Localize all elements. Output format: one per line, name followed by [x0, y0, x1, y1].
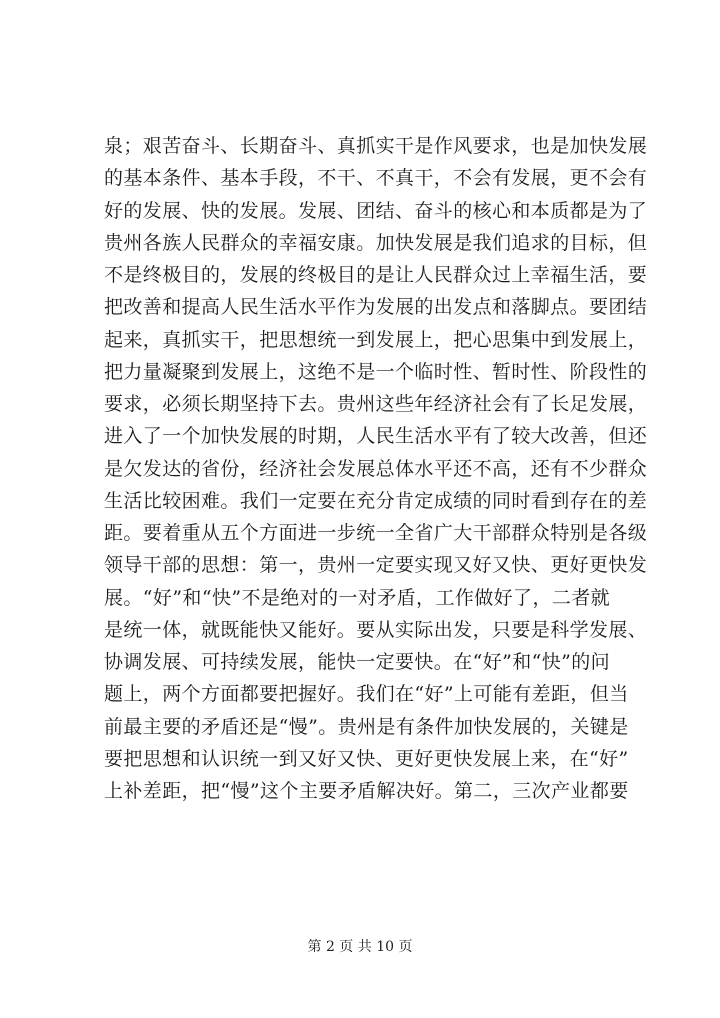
text-line: 把改善和提高人民生活水平作为发展的出发点和落脚点。要团结 [104, 296, 648, 319]
text-line: 起来，真抓实干，把思想统一到发展上，把心思集中到发展上， [104, 328, 648, 351]
text-line: 协调发展、可持续发展，能快一定要快。在“好”和“快”的问 [104, 651, 611, 673]
page-number: 第 2 页 共 10 页 [307, 939, 413, 955]
body-paragraph [104, 130, 648, 807]
page-footer [0, 937, 720, 957]
text-line: 领导干部的思想：第一，贵州一定要实现又好又快、更好更快发 [104, 554, 648, 577]
text-line: 要把思想和认识统一到又好又快、更好更快发展上来，在“好” [104, 747, 629, 770]
text-line: 题上，两个方面都要把握好。我们在“好”上可能有差距，但当 [104, 683, 629, 706]
text-line: 把力量凝聚到发展上，这绝不是一个临时性、暂时性、阶段性的 [104, 360, 648, 383]
text-line: 是统一体，就既能快又能好。要从实际出发，只要是科学发展、 [104, 618, 648, 641]
text-line: 是欠发达的省份，经济社会发展总体水平还不高，还有不少群众 [104, 457, 648, 480]
text-line: 贵州各族人民群众的幸福安康。加快发展是我们追求的目标，但 [104, 231, 648, 254]
text-line: 生活比较困难。我们一定要在充分肯定成绩的同时看到存在的差 [104, 489, 648, 512]
text-line: 的基本条件、基本手段，不干、不真干，不会有发展，更不会有 [104, 167, 648, 190]
text-line: 要求，必须长期坚持下去。贵州这些年经济社会有了长足发展， [104, 393, 648, 415]
text-line: 进入了一个加快发展的时期，人民生活水平有了较大改善，但还 [104, 425, 648, 448]
text-line: 不是终极目的，发展的终极目的是让人民群众过上幸福生活，要 [104, 264, 648, 286]
text-line: 上补差距，把“慢”这个主要矛盾解决好。第二，三次产业都要 [104, 780, 629, 802]
text-line: 泉；艰苦奋斗、长期奋斗、真抓实干是作风要求，也是加快发展 [104, 135, 648, 157]
text-line: 好的发展、快的发展。发展、团结、奋斗的核心和本质都是为了 [104, 199, 648, 222]
text-line: 展。“好”和“快”不是绝对的一对矛盾，工作做好了，二者就 [104, 586, 611, 609]
text-line: 距。要着重从五个方面进一步统一全省广大干部群众特别是各级 [104, 522, 648, 544]
text-line: 前最主要的矛盾还是“慢”。贵州是有条件加快发展的，关键是 [104, 715, 629, 738]
